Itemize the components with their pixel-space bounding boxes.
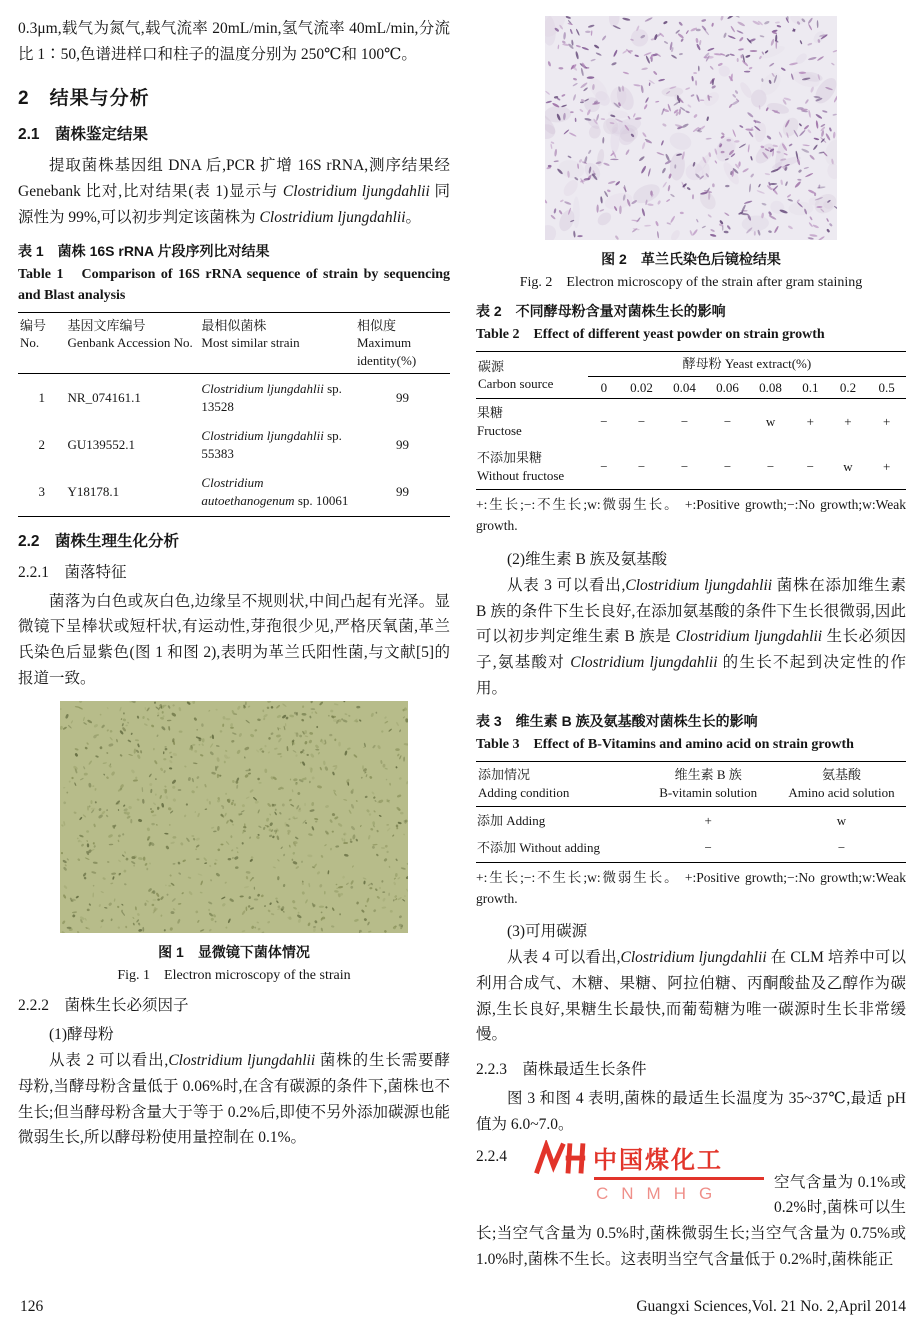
cnmhg-watermark bbox=[532, 1138, 770, 1207]
text-segment: sp. 10061 bbox=[294, 492, 349, 508]
table2-subheader: 0 bbox=[588, 376, 620, 399]
table3-col-bvitamin bbox=[639, 762, 777, 806]
header-label-zh: 添加情况 bbox=[478, 767, 531, 783]
cell-no: 2 bbox=[38, 437, 45, 453]
paragraph-method-continued: 0.3μm,载气为氮气,载气流率 20mL/min,氢气流率 40mL/min,分流比 1∶50,色谱进样口和柱子的温度分别为 250℃和 100℃。 bbox=[18, 20, 450, 63]
figure1-caption-en: Fig. 1 Electron microscopy of the strain bbox=[117, 968, 351, 984]
cell-row-label bbox=[476, 444, 588, 490]
cell-no: 1 bbox=[38, 390, 45, 405]
table-row bbox=[18, 468, 450, 516]
header-label-zh: 相似度 bbox=[356, 317, 396, 333]
table1-caption-zh: 表 1 菌株 16S rRNA 片段序列比对结果 bbox=[18, 242, 270, 259]
table2-header-group-row bbox=[476, 352, 906, 377]
figure1-background bbox=[60, 701, 408, 933]
table2-subheader: 0.1 bbox=[792, 376, 829, 399]
text-segment: sp. 13528 bbox=[201, 381, 342, 414]
table2-col-carbon-source bbox=[476, 352, 588, 399]
table1-col-accession bbox=[66, 312, 200, 374]
table2-note bbox=[476, 495, 906, 537]
header-label-zh: 维生素 B 族 bbox=[674, 767, 742, 783]
header-label-en: Adding condition bbox=[478, 784, 570, 800]
text-segment: 生长必须因子,氨基酸对 bbox=[476, 628, 906, 671]
table3-col-amino bbox=[777, 762, 906, 806]
species-name: Clostridium ljungdahlii bbox=[259, 208, 406, 226]
table2-subheader: 0.5 bbox=[867, 376, 906, 399]
table2-subheader: 0.2 bbox=[829, 376, 868, 399]
cell-growth: + bbox=[844, 413, 852, 429]
species-name: Clostridium ljungdahlii bbox=[168, 1052, 316, 1070]
text-segment: 从表 4 可以看出, bbox=[507, 949, 621, 967]
section-2-2-4 bbox=[476, 1148, 906, 1273]
header-label-en: Carbon source bbox=[478, 376, 554, 392]
figure2-caption-zh: 图 2 革兰氏染色后镜检结果 bbox=[601, 251, 781, 267]
row-label-en: Fructose bbox=[477, 422, 522, 438]
page-number: 126 bbox=[20, 1298, 44, 1315]
paragraph-bvitamins bbox=[476, 573, 906, 702]
cell-growth: w bbox=[765, 413, 776, 429]
figure1-caption-zh: 图 1 显微镜下菌体情况 bbox=[158, 944, 310, 961]
table1-col-strain bbox=[199, 312, 355, 374]
cell-growth: + bbox=[704, 812, 712, 828]
figure1-box bbox=[18, 701, 450, 938]
text-segment: 菌株在添加维生素 B 族的条件下生长良好,在添加氨基酸的条件下生长很微弱,因此可以初步判定维生素 B 族是 bbox=[476, 576, 906, 646]
paragraph-identification bbox=[18, 153, 450, 230]
table2-subheader: 0.04 bbox=[663, 376, 706, 399]
species-name: Clostridium ljungdahlii bbox=[201, 381, 324, 397]
section-heading-results: 2 结果与分析 bbox=[18, 88, 150, 110]
subsubsection-heading-growth-factors: 2.2.2 菌株生长必须因子 bbox=[18, 997, 189, 1015]
cell-growth: + bbox=[882, 458, 891, 474]
cell-growth: − bbox=[723, 458, 732, 474]
table-row bbox=[18, 374, 450, 422]
header-label-zh: 氨基酸 bbox=[821, 767, 861, 783]
right-column bbox=[476, 16, 906, 1272]
table-row bbox=[476, 399, 906, 445]
table2-caption-zh: 表 2 不同酵母粉含量对菌株生长的影响 bbox=[476, 303, 726, 319]
figure2-micrograph bbox=[545, 16, 837, 240]
table1-blast-results bbox=[18, 312, 450, 517]
header-label-zh: 基因文库编号 bbox=[67, 317, 146, 333]
species-name: Clostridium ljungdahlii bbox=[570, 654, 718, 671]
cell-growth: − bbox=[766, 458, 775, 474]
cell-accession: NR_074161.1 bbox=[67, 390, 141, 405]
species-name: Clostridium ljungdahlii bbox=[675, 628, 823, 646]
header-label-en: Genbank Accession No. bbox=[67, 335, 193, 351]
text-segment: 提取菌株基因组 DNA 后,PCR 扩增 16S rRNA,测序结果经 Genebank 比对,比对结果(表 1)显示与 bbox=[18, 157, 450, 201]
table-row bbox=[476, 834, 906, 862]
table2-caption-en: Table 2 Effect of different yeast powder on strain growth bbox=[476, 327, 825, 342]
header-label-en: Amino acid solution bbox=[788, 784, 895, 800]
paragraph-optimal-conditions: 图 3 和图 4 表明,菌株的最适生长温度为 35~37℃,最适 pH 值为 6.0~7.0。 bbox=[476, 1090, 906, 1133]
table1-col-identity bbox=[355, 312, 450, 374]
item-heading-carbon-sources: (3)可用碳源 bbox=[507, 923, 588, 941]
text-segment: 的生长不起到决定性的作用。 bbox=[476, 654, 906, 697]
table3-note bbox=[476, 868, 906, 910]
table-row bbox=[18, 421, 450, 468]
table3-caption-zh: 表 3 维生素 B 族及氨基酸对菌株生长的影响 bbox=[476, 713, 758, 730]
figure2-caption-en: Fig. 2 Electron microscopy of the strain after gram staining bbox=[519, 275, 863, 290]
cell-growth: − bbox=[837, 840, 846, 856]
table2-subheader: 0.02 bbox=[620, 376, 663, 399]
row-label-zh: 不添加果糖 bbox=[477, 450, 543, 466]
note-zh: +:生长;−:不生长;w:微弱生长。 bbox=[476, 497, 680, 513]
cell-growth: + bbox=[882, 413, 891, 429]
watermark-underline bbox=[594, 1177, 764, 1180]
table-row bbox=[476, 806, 906, 834]
item-heading-bvitamins: (2)维生素 B 族及氨基酸 bbox=[507, 551, 668, 569]
header-label-en: Most similar strain bbox=[201, 335, 300, 351]
species-name: Clostridium ljungdahlii bbox=[282, 183, 430, 201]
cell-strain bbox=[199, 421, 355, 468]
cell-condition: 不添加 Without adding bbox=[477, 840, 600, 856]
table-row bbox=[476, 444, 906, 490]
cell-row-label bbox=[476, 399, 588, 445]
cell-accession: GU139552.1 bbox=[67, 437, 136, 453]
paragraph-colony: 菌落为白色或灰白色,边缘呈不规则状,中间凸起有光泽。显微镜下呈棒状或短杆状,有运动性,芽孢很少见,严格厌氧菌,革兰氏染色后显紫色(图 1 和图 2),表明为革兰氏阳性菌,与文献[5]的报道一致。 bbox=[18, 592, 450, 687]
row-label-zh: 果糖 bbox=[477, 405, 504, 421]
header-label-en: Maximum identity(%) bbox=[356, 335, 417, 368]
species-name: Clostridium ljungdahlii bbox=[625, 576, 773, 594]
row-label-en: Without fructose bbox=[477, 467, 565, 483]
header-label-zh: 碳源 bbox=[478, 358, 505, 374]
table1-caption-en: Table 1 Comparison of 16S rRNA sequence of strain by sequencing and Blast analysis bbox=[18, 266, 450, 303]
cell-strain bbox=[199, 374, 355, 422]
subsubsection-heading-2-2-4: 2.2.4 bbox=[476, 1147, 507, 1165]
cell-identity: 99 bbox=[395, 390, 409, 405]
cell-growth: w bbox=[836, 812, 847, 828]
paragraph-yeast-powder bbox=[18, 1048, 450, 1151]
cell-growth: − bbox=[680, 458, 689, 474]
cell-accession: Y18178.1 bbox=[67, 484, 120, 500]
figure1-micrograph bbox=[60, 701, 408, 933]
cell-strain bbox=[199, 468, 355, 516]
cell-growth: − bbox=[600, 413, 608, 429]
table2-group-header-yeast: 酵母粉 Yeast extract(%) bbox=[588, 352, 906, 377]
text-segment: 同源性为 99%,可以初步判定该菌株为 bbox=[18, 183, 450, 226]
table2-yeast-powder bbox=[476, 351, 906, 490]
text-segment: 在 CLM 培养中可以利用合成气、木糖、果糖、阿拉伯糖、丙酮酸盐及乙醇作为碳源,生长良好,果糖生长最快,而葡萄糖为唯一碳源时生长非常缓慢。 bbox=[476, 949, 906, 1044]
table3-col-condition bbox=[476, 762, 639, 806]
subsubsection-heading-optimal-conditions: 2.2.3 菌株最适生长条件 bbox=[476, 1061, 647, 1079]
item-heading-yeast-powder: (1)酵母粉 bbox=[49, 1026, 114, 1044]
text-segment: 菌株的生长需要酵母粉,当酵母粉含量低于 0.06%时,在含有碳源的条件下,菌株也不生长;但当酵母粉含量大于等于 0.2%后,即使不另外添加碳源也能微弱生长,所以酵母粉使用量控制在 0.1%。 bbox=[18, 1052, 450, 1147]
header-label-zh: 编号 bbox=[20, 317, 47, 333]
species-name: Clostridium autoethanogenum bbox=[201, 475, 295, 508]
cell-no: 3 bbox=[38, 484, 45, 500]
subsection-heading-identification: 2.1 菌株鉴定结果 bbox=[18, 126, 149, 144]
header-label-en: B-vitamin solution bbox=[659, 784, 758, 800]
text-segment: 从表 3 可以看出, bbox=[507, 576, 626, 594]
cell-growth: + bbox=[806, 413, 814, 429]
figure2-box bbox=[476, 16, 906, 245]
table1-col-no bbox=[18, 312, 66, 374]
species-name: Clostridium ljungdahlii bbox=[620, 949, 767, 967]
cell-growth: w bbox=[843, 458, 853, 474]
cell-growth: − bbox=[600, 458, 608, 474]
note-en: +:Positive growth;−:No growth;w:Weak growth. bbox=[476, 869, 907, 906]
table2-subheader: 0.08 bbox=[749, 376, 792, 399]
cell-growth: − bbox=[704, 840, 712, 856]
note-en: +:Positive growth;−:No growth;w:Weak growth. bbox=[476, 497, 907, 534]
cell-identity: 99 bbox=[395, 437, 409, 453]
species-name: Clostridium ljungdahlii bbox=[201, 428, 324, 444]
paragraph-air-content-text: 空气含量为 0.1%或 0.2%时,菌株可以生长;当空气含量为 0.5%时,菌株微弱生长;当空气含量为 0.75%或 1.0%时,菌株不生长。这表明当空气含量低于 0.2%时,菌株能正 bbox=[476, 1173, 906, 1268]
text-segment: 从表 2 可以看出, bbox=[49, 1052, 169, 1070]
header-label-en: No. bbox=[20, 335, 40, 351]
cell-condition: 添加 Adding bbox=[477, 812, 546, 828]
cell-growth: − bbox=[723, 413, 732, 429]
table3-header-row bbox=[476, 762, 906, 806]
watermark-top-row bbox=[534, 1140, 768, 1176]
cell-growth: − bbox=[637, 413, 646, 429]
journal-footer: Guangxi Sciences,Vol. 21 No. 2,April 2014 bbox=[636, 1298, 906, 1315]
subsection-heading-physiology: 2.2 菌株生理生化分析 bbox=[18, 532, 180, 550]
watermark-brand-en: CNMHG bbox=[596, 1183, 726, 1203]
table3-caption-en: Table 3 Effect of B-Vitamins and amino acid on strain growth bbox=[476, 737, 854, 753]
table1-header-row bbox=[18, 312, 450, 374]
note-zh: +:生长;−:不生长;w:微弱生长。 bbox=[476, 869, 680, 885]
cell-identity: 99 bbox=[395, 484, 409, 500]
table2-subheader: 0.06 bbox=[706, 376, 749, 399]
header-label-zh: 最相似菌株 bbox=[201, 317, 267, 333]
subsubsection-heading-colony: 2.2.1 菌落特征 bbox=[18, 563, 127, 581]
watermark-brand-zh: 中国煤化工 bbox=[593, 1147, 723, 1174]
table3-bvitamins-amino bbox=[476, 761, 906, 862]
text-segment: 。 bbox=[405, 208, 422, 226]
cell-growth: − bbox=[637, 458, 646, 474]
cell-growth: − bbox=[680, 413, 689, 429]
left-column bbox=[18, 16, 450, 1151]
cnmhg-logo-icon bbox=[534, 1140, 586, 1176]
cell-growth: − bbox=[806, 458, 814, 474]
text-segment: sp. 55383 bbox=[201, 428, 342, 461]
paragraph-carbon-sources bbox=[476, 945, 906, 1048]
